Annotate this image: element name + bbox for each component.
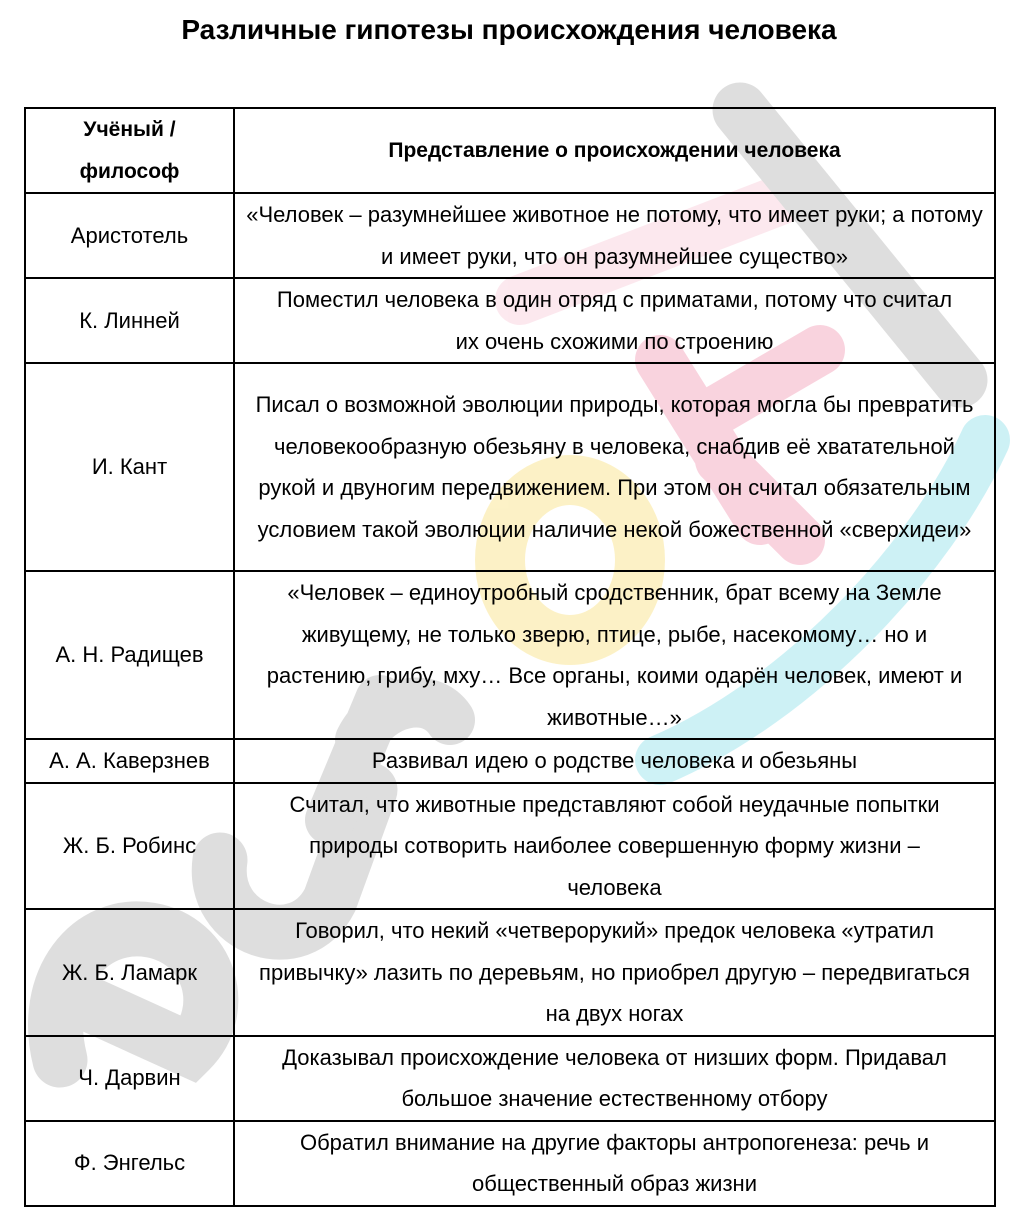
cell-idea: Обратил внимание на другие факторы антропогенеза: речь и общественный образ жизни xyxy=(234,1121,995,1206)
header-scientist: Учёный / философ xyxy=(25,108,234,193)
cell-scientist: Ч. Дарвин xyxy=(25,1036,234,1121)
table-row xyxy=(25,278,995,363)
cell-idea: Говорил, что некий «четверорукий» предок человека «утратил привычку» лазить по деревьям, но приобрел другую – передвигаться на двух ногах xyxy=(234,909,995,1036)
cell-idea: Поместил человека в один отряд с приматами, потому что считал их очень схожими по строению xyxy=(234,278,995,363)
table-row xyxy=(25,1036,995,1121)
cell-idea: «Человек – разумнейшее животное не потому, что имеет руки; а потому и имеет руки, что он разумнейшее существо» xyxy=(234,193,995,278)
cell-scientist: Ж. Б. Ламарк xyxy=(25,909,234,1036)
cell-scientist: К. Линней xyxy=(25,278,234,363)
page-title: Различные гипотезы происхождения человека xyxy=(181,14,837,45)
table-row xyxy=(25,739,995,783)
cell-idea: Доказывал происхождение человека от низших форм. Придавал большое значение естественному отбору xyxy=(234,1036,995,1121)
cell-scientist: А. Н. Радищев xyxy=(25,571,234,739)
hypotheses-table xyxy=(24,107,996,1207)
table-row xyxy=(25,909,995,1036)
table-row xyxy=(25,571,995,739)
table-row xyxy=(25,193,995,278)
cell-idea: Считал, что животные представляют собой неудачные попытки природы сотворить наиболее совершенную форму жизни – человека xyxy=(234,783,995,910)
cell-scientist: А. А. Каверзнев xyxy=(25,739,234,783)
cell-scientist: Ф. Энгельс xyxy=(25,1121,234,1206)
cell-scientist: Аристотель xyxy=(25,193,234,278)
table-header-row xyxy=(25,108,995,193)
header-idea: Представление о происхождении человека xyxy=(234,108,995,193)
table-row xyxy=(25,783,995,910)
cell-scientist: И. Кант xyxy=(25,363,234,571)
cell-scientist: Ж. Б. Робинс xyxy=(25,783,234,910)
cell-idea: Развивал идею о родстве человека и обезьяны xyxy=(234,739,995,783)
table-row xyxy=(25,363,995,571)
cell-idea: Писал о возможной эволюции природы, которая могла бы превратить человекообразную обезьяну в человека, снабдив её хватательной рукой и двуногим передвижением. При этом он считал обязательным условием такой эволюции наличие некой божественной «сверхидеи» xyxy=(234,363,995,571)
cell-idea: «Человек – единоутробный сродственник, брат всему на Земле живущему, не только зверю, птице, рыбе, насекомому… но и растению, грибу, мху… Все органы, коими одарён человек, имеют и животные…» xyxy=(234,571,995,739)
table-row xyxy=(25,1121,995,1206)
